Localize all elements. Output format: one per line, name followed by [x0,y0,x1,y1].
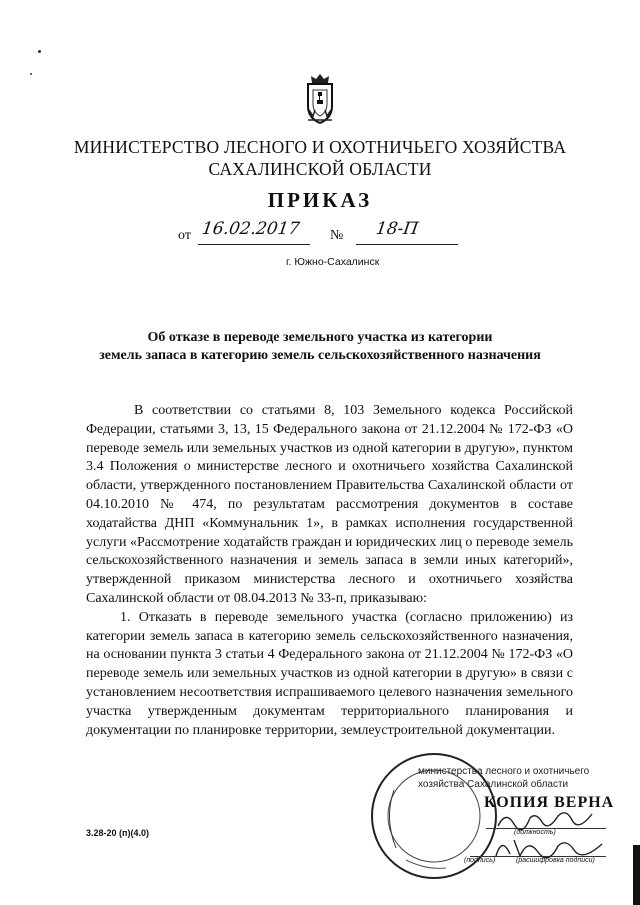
sakhalin-coat-of-arms-icon [299,70,341,126]
scan-speck [38,50,41,53]
order-title-line2: земель запаса в категорию земель сельскохозяйственного назначения [99,348,541,363]
certification-stamp [366,738,616,888]
body-paragraph-item-1: 1. Отказать в переводе земельного участка (согласно приложению) из категории земель запаса в категорию земель сельскохозяйственного назначения, на основании пункта 3 статьи 4 Федерального закона от 21.12.2004 № 172-ФЗ «О переводе земель или земельных участков из одной категории в другую» в связи с установлением несоответствия испрашиваемого целевого назначения земельного участка утвержденным документам территориального планирования и документации по планировке территории, землеустроительной документации. [86,609,573,738]
body-paragraph-preamble: В соответствии со статьями 8, 103 Земельного кодекса Российской Федерации, статьями 3, 13, 15 Федерального закона от 21.12.2004 № 172-ФЗ «О переводе земель или земельных участков из одной категории в другую», пунктом 3.4 Положения о министерстве лесного и охотничьего хозяйства Сахалинской области, утвержденного постановлением Правительства Сахалинской области от 04.10.2010 № 474, по результатам рассмотрения документов в составе ходатайства ДНП «Коммунальник 1», в рамках исполнения государственной услуги «Рассмотрение ходатайств граждан и юридических лиц о переводе земель сельскохозяйственного назначения и земель запаса в земли иных категорий», утвержденной приказом министерства лесного и охотничьего хозяйства Сахалинской области от 08.04.2013 № 33-п, приказываю: [86,403,573,606]
order-title-line1: Об отказе в переводе земельного участка из категории [147,330,493,345]
round-seal [366,738,506,888]
document-type-heading: ПРИКАЗ [267,188,373,212]
date-label: от [178,228,191,243]
order-number: 18-П [374,219,420,239]
ministry-name-line2: САХАЛИНСКОЙ ОБЛАСТИ [208,159,432,179]
scan-edge-shadow [633,845,640,905]
stamp-caption-decoding: (расшифровка подписи) [516,857,595,864]
number-label: № [330,228,344,243]
stamp-caption-position: (должность) [514,829,556,836]
form-code: 3.28-20 (п)(4.0) [86,828,149,838]
stamp-caption-signature: (подпись) [464,857,496,864]
city-label: г. Южно-Сахалинск [286,256,380,268]
handwritten-signature [494,834,606,860]
order-date: 16.02.2017 [200,219,301,239]
stamp-text-line2: хозяйства Сахалинской области [418,779,569,790]
handwritten-signature [496,806,596,832]
scan-speck [30,73,32,75]
ministry-name-line1: МИНИСТЕРСТВО ЛЕСНОГО И ОХОТНИЧЬЕГО ХОЗЯЙСТВА [73,137,567,157]
stamp-text-line1: министерства лесного и охотничьего [418,766,590,777]
order-body [86,402,573,740]
stamp-certified-copy: КОПИЯ ВЕРНА [484,794,615,811]
